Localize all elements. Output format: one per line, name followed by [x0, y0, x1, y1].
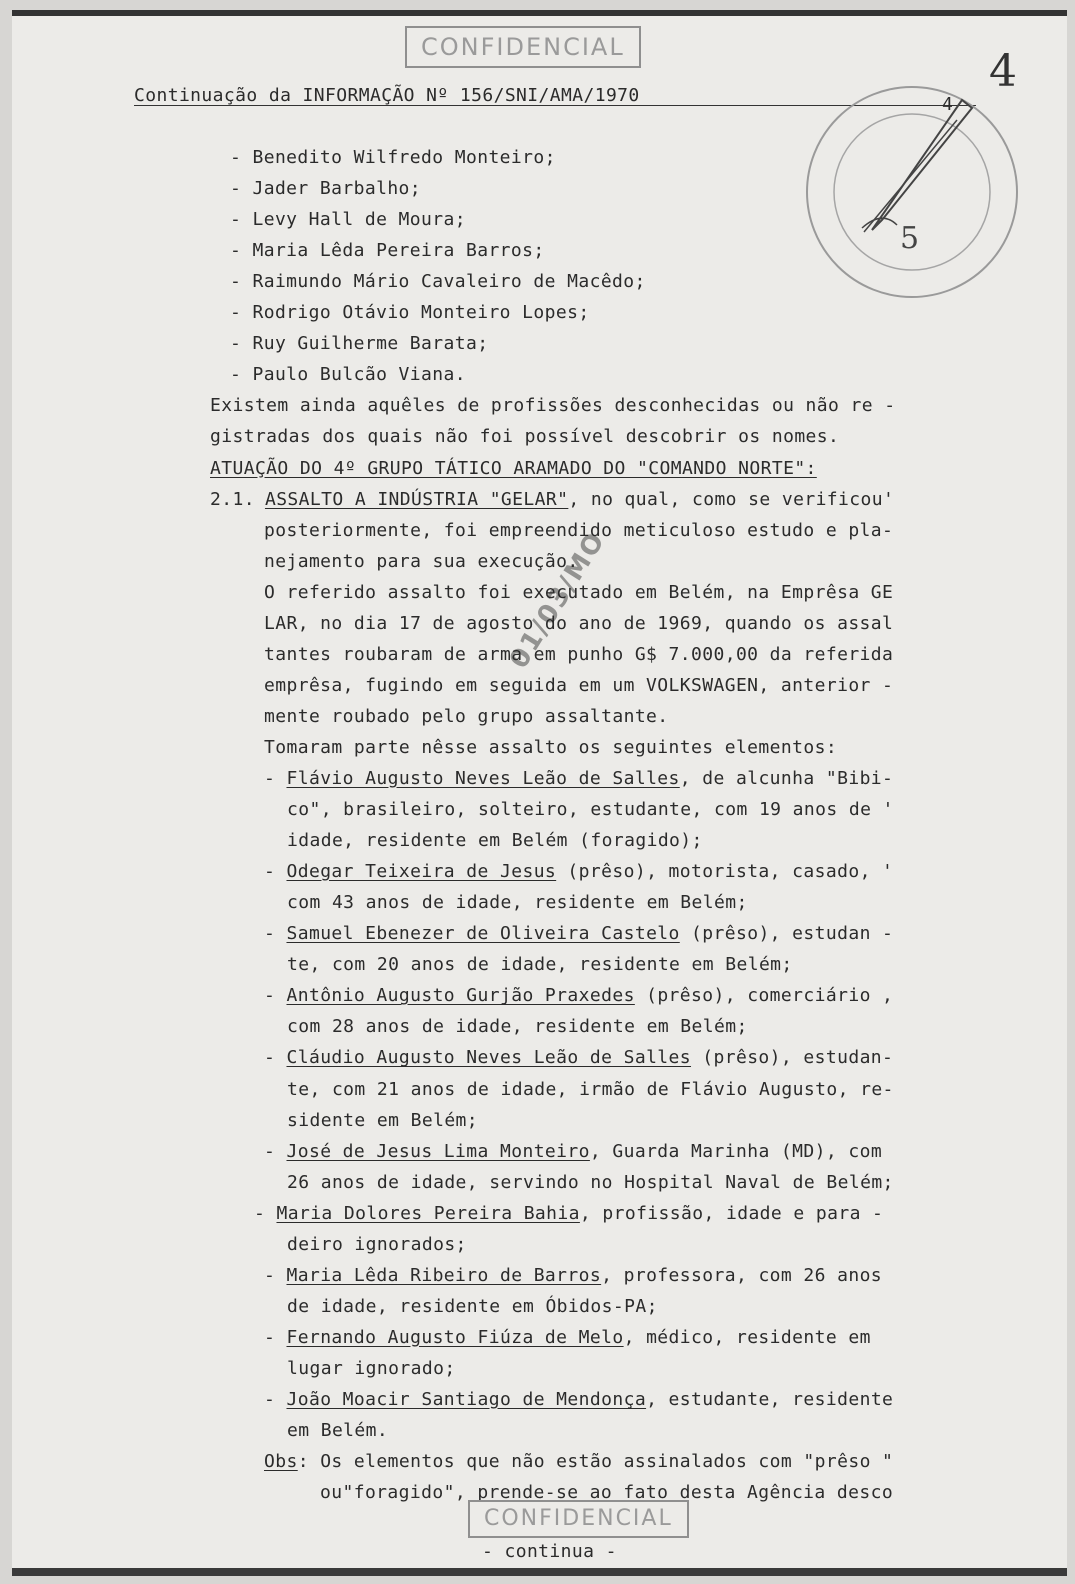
text-span: -	[264, 985, 287, 1007]
text-span: gistradas dos quais não foi possível descobrir os nomes.	[210, 426, 840, 448]
text-span: (prêso), estudan -	[679, 923, 894, 945]
participant-line	[287, 953, 793, 977]
section-heading-line	[210, 457, 817, 481]
confidential-stamp-top: CONFIDENCIAL	[405, 26, 641, 68]
participant-line	[264, 984, 893, 1008]
text-span: Tomaram parte nêsse assalto os seguintes elementos:	[264, 736, 838, 758]
participant-line	[287, 891, 748, 915]
item-title: ASSALTO A INDÚSTRIA "GELAR"	[264, 488, 569, 510]
name-list-row	[230, 363, 466, 387]
text-span: 26 anos de idade, servindo no Hospital Naval de Belém;	[287, 1171, 894, 1193]
participant-line	[264, 922, 893, 946]
participant-line	[287, 829, 703, 853]
text-span: nejamento para sua execução.	[264, 550, 579, 572]
text-span: lugar ignorado;	[287, 1357, 456, 1379]
text-span: (prêso), estudan-	[691, 1047, 894, 1069]
text-span: , médico, residente em	[623, 1326, 871, 1348]
text-span: -	[264, 768, 287, 789]
name-list-item: - Ruy Guilherme Barata;	[230, 333, 489, 355]
seal-handwritten-mark: 5	[900, 221, 920, 256]
name-list-row	[230, 177, 421, 201]
name-list-row	[230, 146, 556, 170]
text-span: em Belém.	[287, 1420, 389, 1442]
name-list-row	[230, 208, 466, 232]
item-number: 2.1.	[210, 488, 255, 510]
participant-name: Fernando Augusto Fiúza de Melo	[286, 1326, 624, 1348]
text-span: O referido assalto foi executado em Belém, na Emprêsa GE	[264, 581, 894, 603]
item-2-1-line	[264, 705, 669, 729]
text-span: ou"foragido", prende-se ao fato desta Agência desco	[320, 1482, 894, 1504]
text-span: -	[264, 1140, 287, 1162]
text-span: , de alcunha "Bibi-	[679, 768, 894, 789]
text-span: sidente em Belém;	[287, 1109, 479, 1131]
header-title: Continuação da INFORMAÇÃO Nº 156/SNI/AMA/1970	[134, 85, 640, 106]
participant-line	[264, 1046, 893, 1070]
item-2-1-line	[264, 643, 893, 667]
participant-name: Samuel Ebenezer de Oliveira Castelo	[286, 923, 680, 945]
obs-line	[264, 1450, 893, 1474]
continua-footer: - continua -	[482, 1541, 617, 1562]
participant-name: José de Jesus Lima Monteiro	[286, 1140, 590, 1162]
text-span: -	[264, 1389, 287, 1410]
participant-line	[287, 1171, 894, 1195]
name-list-row	[230, 301, 590, 325]
text-span: -	[264, 1326, 287, 1348]
participant-line	[254, 1202, 883, 1226]
text-span: co", brasileiro, solteiro, estudante, com 19 anos de '	[287, 799, 894, 821]
participant-name: Maria Dolores Pereira Bahia	[276, 1202, 580, 1224]
handwritten-page-number: 4	[989, 46, 1017, 97]
participant-name: Cláudio Augusto Neves Leão de Salles	[286, 1047, 692, 1069]
text-span: -	[254, 1202, 277, 1224]
participant-line	[264, 767, 893, 791]
participant-line	[287, 1419, 388, 1443]
text-span: -	[264, 1264, 287, 1286]
text-span: -	[264, 923, 287, 945]
text-span: , profissão, idade e para -	[579, 1202, 884, 1224]
confidential-stamp-bottom: CONFIDENCIAL	[468, 1500, 689, 1538]
text-span: (prêso), motorista, casado, '	[556, 861, 894, 883]
text-span: emprêsa, fugindo em seguida em um VOLKSWAGEN, anterior -	[264, 674, 894, 696]
document-page	[12, 10, 1067, 1576]
text-span: Existem ainda aquêles de profissões desconhecidas ou não re -	[210, 395, 896, 417]
participant-line	[287, 1015, 748, 1039]
participant-line	[287, 1233, 467, 1257]
participant-line	[287, 1109, 478, 1133]
participant-name: Antônio Augusto Gurjão Praxedes	[286, 985, 635, 1007]
text-span: posteriormente, foi empreendido meticuloso estudo e pla-	[264, 519, 894, 541]
participant-name: João Moacir Santiago de Mendonça	[286, 1389, 647, 1410]
text-span: , estudante, residente	[646, 1389, 894, 1410]
obs-label: Obs	[264, 1451, 298, 1473]
name-list-item: - Levy Hall de Moura;	[230, 209, 466, 231]
name-list-item: - Rodrigo Otávio Monteiro Lopes;	[230, 302, 590, 324]
text-span: -	[264, 861, 287, 883]
paragraph-line	[210, 425, 839, 449]
participant-line	[264, 1326, 871, 1350]
item-2-1-line	[264, 736, 837, 760]
text-span: deiro ignorados;	[287, 1233, 467, 1255]
item-2-1-line	[210, 488, 894, 512]
item-2-1-line	[264, 550, 579, 574]
participant-name: Flávio Augusto Neves Leão de Salles	[286, 768, 680, 789]
text-span: te, com 21 anos de idade, irmão de Flávio Augusto, re-	[287, 1078, 894, 1100]
name-list-row	[230, 270, 646, 294]
text-span: : Os elementos que não estão assinalados com "prêso "	[297, 1451, 894, 1473]
text-span: (prêso), comerciário ,	[634, 985, 894, 1007]
participant-name: Maria Lêda Ribeiro de Barros	[286, 1264, 602, 1286]
participant-name: Odegar Teixeira de Jesus	[286, 861, 557, 883]
text-span: com 43 anos de idade, residente em Belém;	[287, 892, 748, 914]
participant-line	[287, 798, 894, 822]
name-list-item: - Maria Lêda Pereira Barros;	[230, 240, 545, 262]
text-span: de idade, residente em Óbidos-PA;	[287, 1295, 658, 1317]
text-span: LAR, no dia 17 de agosto do ano de 1969, quando os assal	[264, 612, 894, 634]
text-span: tantes roubaram de arma em punho G$ 7.000,00 da referida	[264, 643, 894, 665]
page-number: 4	[942, 94, 953, 115]
text-span: mente roubado pelo grupo assaltante.	[264, 705, 669, 727]
text-span: te, com 20 anos de idade, residente em Belém;	[287, 954, 793, 976]
section-heading: ATUAÇÃO DO 4º GRUPO TÁTICO ARAMADO DO "COMANDO NORTE":	[210, 457, 817, 479]
paragraph-line	[210, 394, 895, 418]
name-list-row	[230, 239, 545, 263]
text-span: idade, residente em Belém (foragido);	[287, 830, 703, 852]
diagonal-stamp: 01/03/MO	[504, 526, 612, 674]
text-span: , no qual, como se verificou'	[568, 488, 895, 510]
item-2-1-line	[264, 612, 893, 636]
received-seal-stamp	[802, 80, 1022, 310]
text-span: -	[264, 1047, 287, 1069]
name-list-item: - Benedito Wilfredo Monteiro;	[230, 147, 556, 168]
participant-line	[264, 1264, 882, 1288]
participant-line	[264, 860, 893, 884]
name-list-row	[230, 332, 488, 356]
text-span: com 28 anos de idade, residente em Belém;	[287, 1016, 748, 1038]
name-list-item: - Paulo Bulcão Viana.	[230, 364, 466, 386]
participant-line	[287, 1078, 894, 1102]
text-span: , Guarda Marinha (MD), com	[589, 1140, 883, 1162]
item-2-1-line	[264, 674, 893, 698]
participant-line	[264, 1388, 893, 1412]
name-list-item: - Raimundo Mário Cavaleiro de Macêdo;	[230, 271, 646, 293]
name-list-item: - Jader Barbalho;	[230, 178, 422, 200]
text-span: , professora, com 26 anos	[601, 1264, 883, 1286]
participant-line	[287, 1357, 456, 1381]
participant-line	[287, 1295, 658, 1319]
participant-line	[264, 1140, 882, 1164]
